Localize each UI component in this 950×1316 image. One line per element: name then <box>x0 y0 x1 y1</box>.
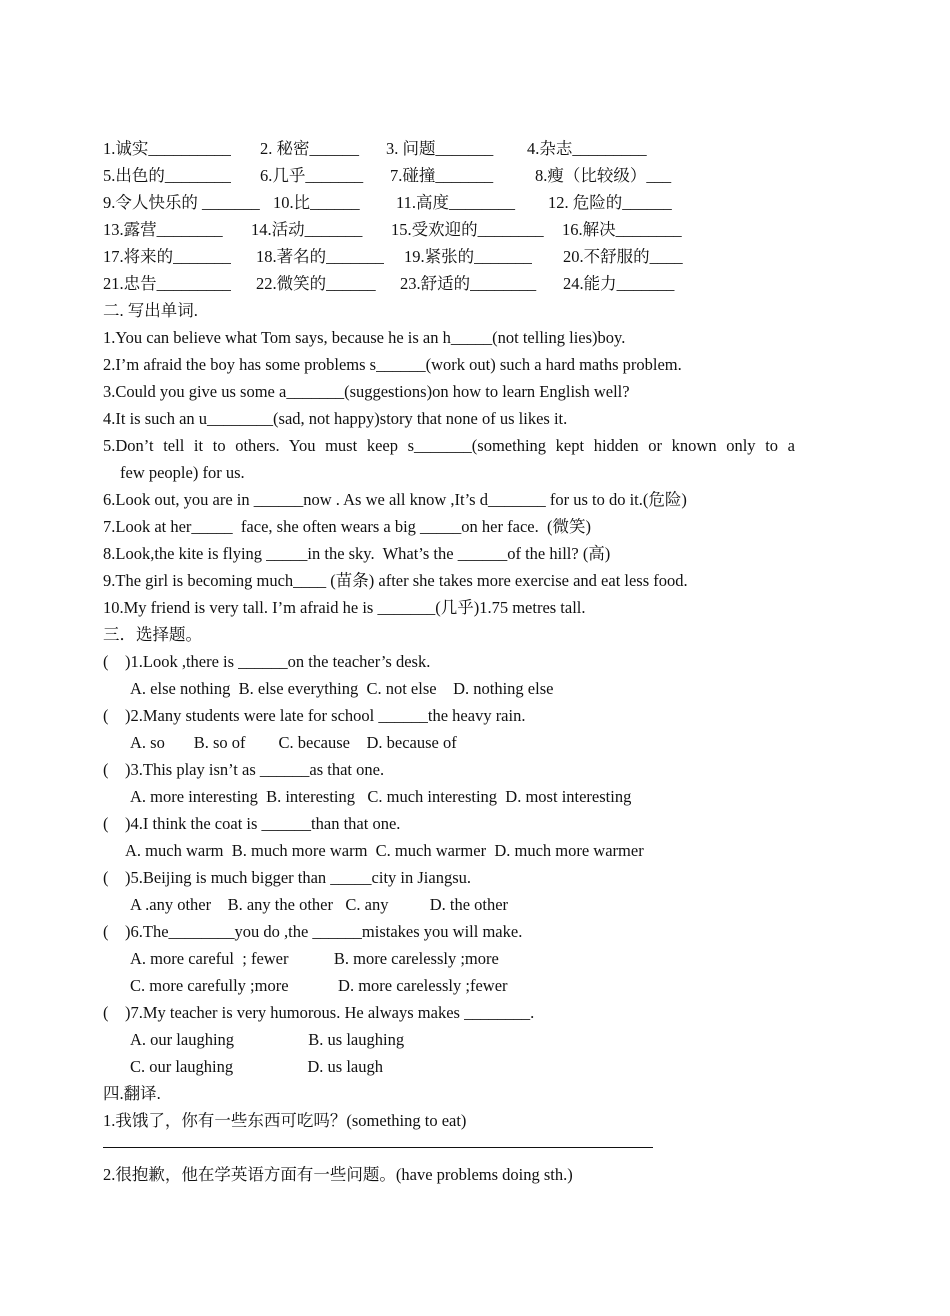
section-heading: 四.翻译. <box>103 1084 161 1103</box>
vocab-item: 12. 危险的______ <box>548 193 672 212</box>
translation-item: 1.我饿了，你有一些东西可吃吗？(something to eat) <box>103 1111 467 1130</box>
vocab-item: 14.活动_______ <box>251 220 363 239</box>
mc-options: A. so B. so of C. because D. because of <box>130 733 457 752</box>
question-item: 1.You can believe what Tom says, because he is an h_____(not telling lies)boy. <box>103 328 626 347</box>
vocab-item: 13.露营________ <box>103 220 223 239</box>
vocab-item: 22.微笑的______ <box>256 274 376 293</box>
mc-question-stem: ( )3.This play isn’t as ______as that one. <box>103 760 385 779</box>
question-item: 10.My friend is very tall. I’m afraid he is _______(几乎)1.75 metres tall. <box>103 598 586 617</box>
vocab-item: 1.诚实__________ <box>103 139 231 158</box>
question-item: 9.The girl is becoming much____ (苗条) after she takes more exercise and eat less food. <box>103 571 688 590</box>
section-heading: 二. 写出单词. <box>103 301 198 320</box>
mc-options: A. else nothing B. else everything C. not else D. nothing else <box>130 679 554 698</box>
section-heading: 三．选择题。 <box>103 625 202 644</box>
vocab-item: 16.解决________ <box>562 220 682 239</box>
vocab-item: 15.受欢迎的________ <box>391 220 544 239</box>
mc-question-stem: ( )4.I think the coat is ______than that one. <box>103 814 401 833</box>
vocab-item: 19.紧张的_______ <box>404 247 532 266</box>
mc-question-stem: ( )7.My teacher is very humorous. He always makes ________. <box>103 1003 535 1022</box>
vocab-item: 3. 问题_______ <box>386 139 494 158</box>
translation-item: 2.很抱歉，他在学英语方面有一些问题。(have problems doing sth.) <box>103 1165 573 1184</box>
vocab-item: 4.杂志_________ <box>527 139 647 158</box>
question-item: 3.Could you give us some a_______(suggestions)on how to learn English well? <box>103 382 630 401</box>
vocab-item: 2. 秘密______ <box>260 139 359 158</box>
vocab-item: 20.不舒服的____ <box>563 247 683 266</box>
vocab-item: 10.比______ <box>273 193 360 212</box>
mc-options: A. more interesting B. interesting C. much interesting D. most interesting <box>130 787 632 806</box>
mc-question-stem: ( )2.Many students were late for school ______the heavy rain. <box>103 706 526 725</box>
vocab-item: 17.将来的_______ <box>103 247 231 266</box>
question-item: 2.I’m afraid the boy has some problems s______(work out) such a hard maths problem. <box>103 355 682 374</box>
mc-question-stem: ( )1.Look ,there is ______on the teacher’s desk. <box>103 652 431 671</box>
mc-options: C. our laughing D. us laugh <box>130 1057 383 1076</box>
mc-options: A. much warm B. much more warm C. much warmer D. much more warmer <box>125 841 644 860</box>
question-item: 4.It is such an u________(sad, not happy)story that none of us likes it. <box>103 409 568 428</box>
vocab-item: 9.令人快乐的 _______ <box>103 193 260 212</box>
mc-question-stem: ( )6.The________you do ,the ______mistakes you will make. <box>103 922 523 941</box>
question-item: 5.Don’t tell it to others. You must keep s_______(something kept hidden or known only to a <box>103 436 795 455</box>
question-item-continued: few people) for us. <box>120 463 245 482</box>
vocab-item: 18.著名的_______ <box>256 247 384 266</box>
answer-line[interactable] <box>103 1147 653 1148</box>
vocab-item: 6.几乎_______ <box>260 166 364 185</box>
vocab-item: 11.高度________ <box>396 193 516 212</box>
vocab-item: 23.舒适的________ <box>400 274 537 293</box>
question-item: 7.Look at her_____ face, she often wears a big _____on her face. (微笑) <box>103 517 591 536</box>
vocab-item: 21.忠告_________ <box>103 274 231 293</box>
vocab-item: 24.能力_______ <box>563 274 675 293</box>
question-item: 8.Look,the kite is flying _____in the sky. What’s the ______of the hill? (高) <box>103 544 611 563</box>
vocab-item: 5.出色的________ <box>103 166 231 185</box>
mc-options: A. our laughing B. us laughing <box>130 1030 405 1049</box>
vocab-item: 8.瘦（比较级）___ <box>535 166 672 185</box>
vocab-item: 7.碰撞_______ <box>390 166 494 185</box>
mc-options: C. more carefully ;more D. more carelessly ;fewer <box>130 976 508 995</box>
mc-options: A .any other B. any the other C. any D. the other <box>130 895 509 914</box>
mc-options: A. more careful ; fewer B. more carelessly ;more <box>130 949 499 968</box>
mc-question-stem: ( )5.Beijing is much bigger than _____city in Jiangsu. <box>103 868 471 887</box>
question-item: 6.Look out, you are in ______now . As we all know ,It’s d_______ for us to do it.(危险) <box>103 490 687 509</box>
